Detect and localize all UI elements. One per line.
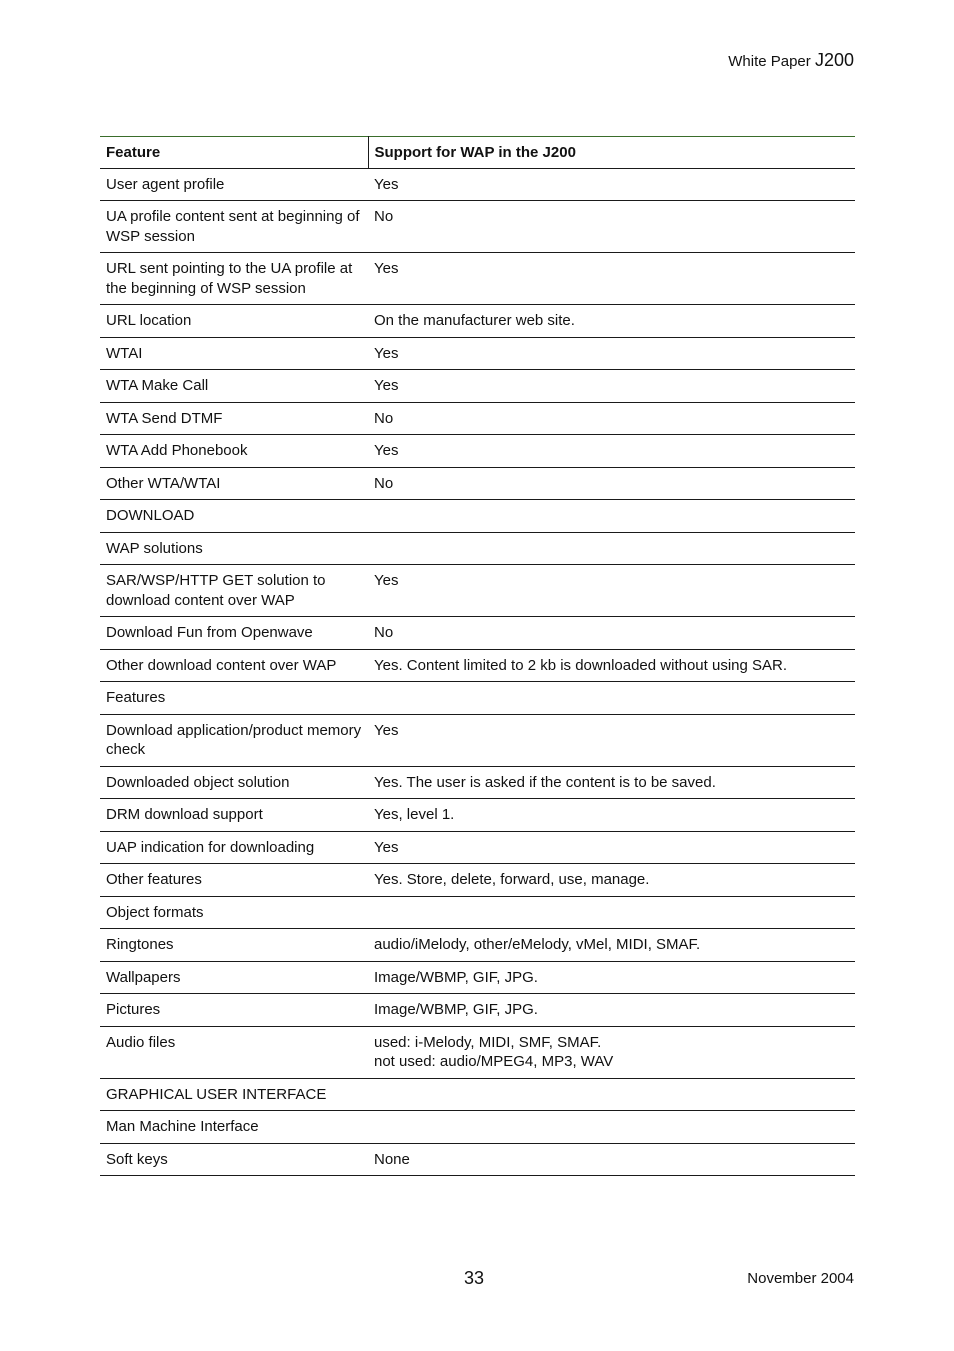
feature-cell: Man Machine Interface <box>100 1111 368 1144</box>
feature-cell: URL sent pointing to the UA profile at the beginning of WSP session <box>100 253 368 305</box>
support-cell <box>368 402 855 435</box>
support-value: Yes <box>374 721 399 739</box>
table-row <box>100 467 855 500</box>
support-value: Image/WBMP, GIF, JPG. <box>374 968 538 986</box>
table-row <box>100 370 855 403</box>
table-row <box>100 201 855 253</box>
table-row <box>100 994 855 1027</box>
support-cell <box>368 766 855 799</box>
support-cell <box>368 1026 855 1078</box>
support-cell <box>368 305 855 338</box>
support-value: No <box>374 409 394 427</box>
support-cell <box>368 929 855 962</box>
page-number: 33 <box>464 1268 485 1288</box>
feature-cell: Object formats <box>100 896 368 929</box>
table-row <box>100 500 855 533</box>
header-prefix: White Paper <box>728 53 811 70</box>
support-value: None <box>374 1150 410 1168</box>
feature-cell: GRAPHICAL USER INTERFACE <box>100 1078 368 1111</box>
support-cell <box>368 500 855 533</box>
support-cell <box>368 467 855 500</box>
support-cell <box>368 714 855 766</box>
support-value: Yes <box>374 442 399 459</box>
support-cell <box>368 168 855 201</box>
table-row <box>100 682 855 715</box>
table-row <box>100 617 855 650</box>
support-cell <box>368 682 855 715</box>
support-cell <box>368 961 855 994</box>
support-value: No <box>374 208 394 225</box>
support-cell <box>368 896 855 929</box>
support-cell <box>368 370 855 403</box>
table-row <box>100 864 855 897</box>
support-value: used: i-Melody, MIDI, SMF, SMAF. <box>374 1033 602 1051</box>
support-value: Yes. Content limited to 2 kb is downloaded without using SAR. <box>374 656 788 674</box>
feature-cell: UA profile content sent at beginning of WSP session <box>100 201 368 253</box>
feature-cell: Download Fun from Openwave <box>100 617 368 650</box>
feature-cell: Download application/product memory check <box>100 714 368 766</box>
feature-cell: Other WTA/WTAI <box>100 467 368 500</box>
feature-cell: DRM download support <box>100 799 368 832</box>
table-body <box>100 168 855 1176</box>
support-value: Yes <box>374 377 399 394</box>
feature-cell: Downloaded object solution <box>100 766 368 799</box>
support-value: Yes. Store, delete, forward, use, manage. <box>374 871 650 888</box>
table-row <box>100 714 855 766</box>
support-cell <box>368 337 855 370</box>
support-value: Yes, level 1. <box>374 806 455 823</box>
table-row <box>100 337 855 370</box>
feature-cell: WTA Add Phonebook <box>100 435 368 468</box>
feature-cell: Features <box>100 682 368 715</box>
support-cell <box>368 1143 855 1176</box>
table-row <box>100 896 855 929</box>
support-cell <box>368 253 855 305</box>
column-header-support: Support for WAP in the J200 <box>368 137 855 169</box>
feature-cell: Other download content over WAP <box>100 649 368 682</box>
support-cell <box>368 831 855 864</box>
feature-cell: WTA Make Call <box>100 370 368 403</box>
table-row <box>100 565 855 617</box>
table-row <box>100 402 855 435</box>
feature-cell: User agent profile <box>100 168 368 201</box>
table-row <box>100 1078 855 1111</box>
feature-cell: WTA Send DTMF <box>100 402 368 435</box>
table-row <box>100 1111 855 1144</box>
table-row <box>100 649 855 682</box>
feature-cell: Ringtones <box>100 929 368 962</box>
support-value: No <box>374 474 394 492</box>
table-row <box>100 1026 855 1078</box>
table-row <box>100 799 855 832</box>
support-value: Yes <box>374 572 399 589</box>
table-row <box>100 168 855 201</box>
table-row <box>100 929 855 962</box>
support-cell <box>368 994 855 1027</box>
support-value: Yes. The user is asked if the content is to be saved. <box>374 773 716 791</box>
feature-cell: SAR/WSP/HTTP GET solution to download content over WAP <box>100 565 368 617</box>
support-value: not used: audio/MPEG4, MP3, WAV <box>374 1053 614 1070</box>
support-cell <box>368 201 855 253</box>
wap-support-table <box>100 136 855 1176</box>
support-cell <box>368 617 855 650</box>
feature-cell: Soft keys <box>100 1143 368 1176</box>
feature-cell: Pictures <box>100 994 368 1027</box>
support-value: Yes <box>374 838 399 856</box>
table-row <box>100 961 855 994</box>
support-value: Yes <box>374 344 399 362</box>
header-model: J200 <box>814 50 854 70</box>
support-cell <box>368 799 855 832</box>
support-cell <box>368 565 855 617</box>
support-value: audio/iMelody, other/eMelody, vMel, MIDI, SMAF. <box>374 936 701 953</box>
support-value: Image/WBMP, GIF, JPG. <box>374 1001 538 1018</box>
table-row <box>100 831 855 864</box>
support-value: Yes <box>374 175 399 193</box>
support-cell <box>368 532 855 565</box>
feature-cell: WTAI <box>100 337 368 370</box>
feature-cell: DOWNLOAD <box>100 500 368 533</box>
feature-cell: WAP solutions <box>100 532 368 565</box>
feature-cell: URL location <box>100 305 368 338</box>
feature-cell: Wallpapers <box>100 961 368 994</box>
table-row <box>100 532 855 565</box>
column-header-feature: Feature <box>100 137 368 169</box>
feature-cell: UAP indication for downloading <box>100 831 368 864</box>
support-value: On the manufacturer web site. <box>374 312 575 329</box>
table-row <box>100 435 855 468</box>
footer-date: November 2004 <box>747 1270 854 1287</box>
table-row <box>100 253 855 305</box>
table-row <box>100 1143 855 1176</box>
support-cell <box>368 1078 855 1111</box>
support-value: No <box>374 624 394 641</box>
support-cell <box>368 649 855 682</box>
page-header <box>728 50 854 71</box>
support-cell <box>368 435 855 468</box>
table-row <box>100 766 855 799</box>
support-value: Yes <box>374 260 399 277</box>
feature-cell: Audio files <box>100 1026 368 1078</box>
table-row <box>100 305 855 338</box>
feature-cell: Other features <box>100 864 368 897</box>
table-header-row <box>100 137 855 169</box>
support-cell <box>368 864 855 897</box>
support-cell <box>368 1111 855 1144</box>
